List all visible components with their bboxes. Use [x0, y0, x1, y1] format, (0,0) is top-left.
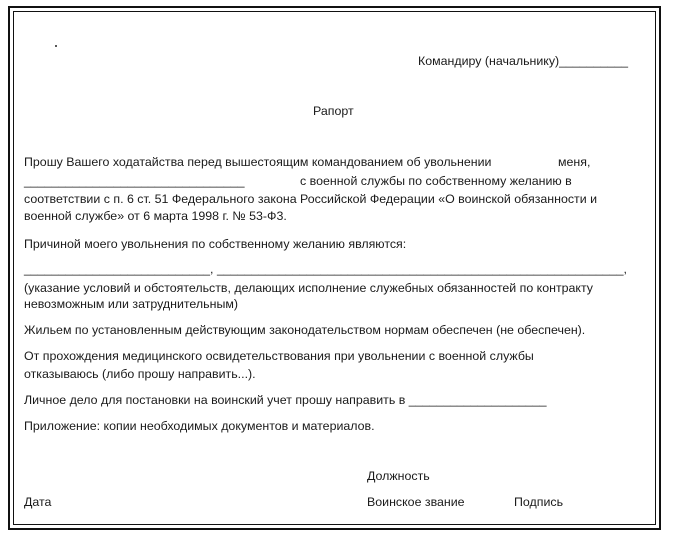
body-line-3: соответствии с п. 6 ст. 51 Федерального закона Российской Федерации «О воинской обязанности и — [24, 192, 598, 206]
body-line-2-blank: ________________________________ — [24, 174, 245, 188]
addressee-line: Командиру (начальнику)__________ — [418, 54, 629, 68]
medical-line-1: От прохождения медицинского освидетельствования при увольнении с военной службы — [24, 349, 534, 363]
reasons-hint-line-1: (указание условий и обстоятельств, делающих исполнение служебных обязанностей по контракту — [24, 281, 593, 295]
attachment-line: Приложение: копии необходимых документов и материалов. — [24, 419, 375, 433]
reasons-intro: Причиной моего увольнения по собственному желанию являются: — [24, 237, 407, 251]
stray-dot-mark — [55, 45, 57, 47]
body-line-1: Прошу Вашего ходатайства перед вышестоящим командованием об увольнении — [24, 155, 492, 169]
reasons-hint-line-2: невозможным или затруднительным) — [24, 297, 238, 311]
medical-line-2: отказываюсь (либо прошу направить...). — [24, 367, 256, 381]
date-label: Дата — [24, 495, 52, 509]
rank-label: Воинское звание — [367, 495, 465, 509]
document-title: Рапорт — [313, 104, 354, 118]
body-line-1-tail: меня, — [558, 155, 591, 169]
reasons-blanks: ___________________________, ___________________________________________________________, — [24, 262, 627, 276]
position-label: Должность — [367, 469, 430, 483]
signature-label: Подпись — [514, 495, 564, 509]
body-line-2: с военной службы по собственному желанию в — [300, 174, 572, 188]
body-line-4: военной службе» от 6 марта 1998 г. № 53-Ф3. — [24, 209, 287, 223]
personal-file-line: Личное дело для постановки на воинский учет прошу направить в ____________________ — [24, 393, 547, 407]
housing-statement: Жильем по установленным действующим законодательством нормам обеспечен (не обеспечен). — [24, 323, 586, 337]
